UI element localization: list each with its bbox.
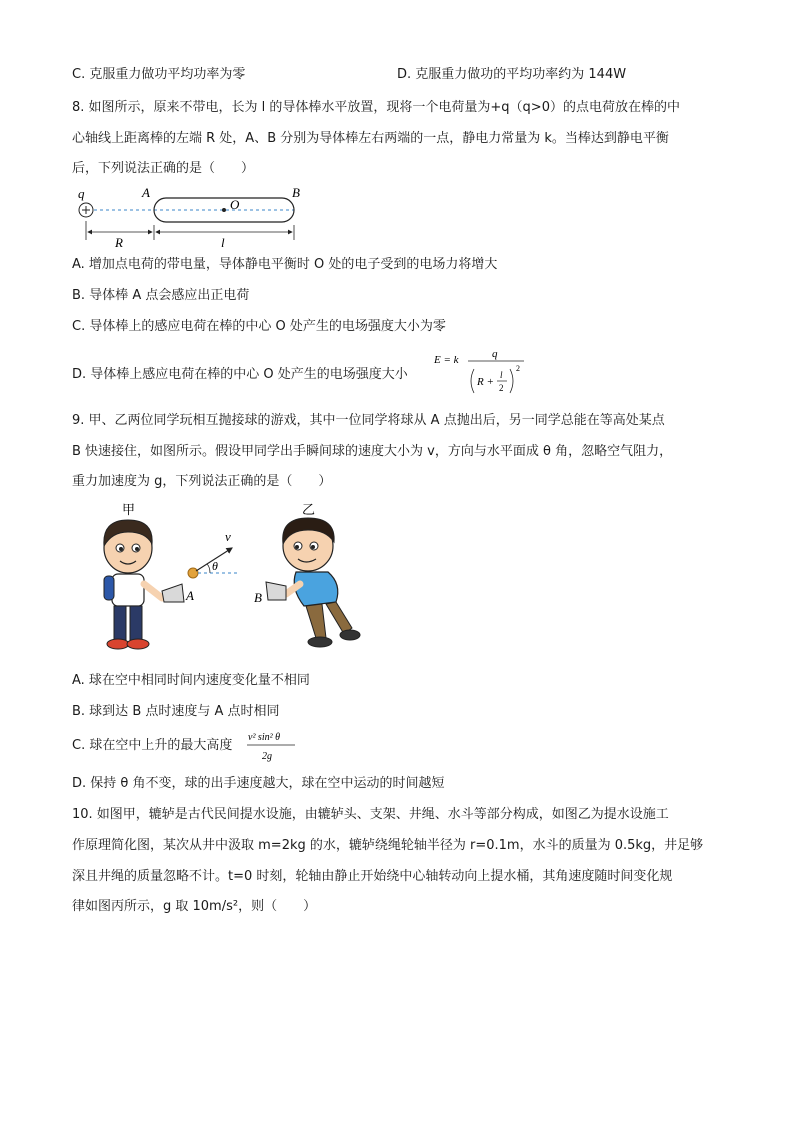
svg-text:v² sin² θ: v² sin² θ bbox=[248, 732, 281, 743]
q9-stem-line-1: 9. 甲、乙两位同学玩相互抛接球的游戏，其中一位同学将球从 A 点抛出后，另一同学总能在等高处某点 bbox=[72, 413, 665, 428]
label-a: A bbox=[186, 588, 194, 603]
q9-option-c: C. 球在空中上升的最大高度 bbox=[72, 738, 233, 753]
label-b: B bbox=[254, 590, 262, 605]
label-yi: 乙 bbox=[302, 502, 316, 517]
q10-stem-line-1: 10. 如图甲，辘轳是古代民间提水设施，由辘轳头、支架、井绳、水斗等部分构成，如图乙为提水设施工 bbox=[72, 807, 669, 822]
student-jia bbox=[104, 520, 184, 649]
q9-option-b: B. 球到达 B 点时速度与 A 点时相同 bbox=[72, 704, 280, 719]
q8-formula-d bbox=[432, 345, 532, 397]
svg-text:l: l bbox=[500, 370, 503, 380]
q8-option-b: B. 导体棒 A 点会感应出正电荷 bbox=[72, 288, 250, 303]
svg-text:2: 2 bbox=[499, 383, 504, 393]
q8-option-c: C. 导体棒上的感应电荷在棒的中心 O 处产生的电场强度大小为零 bbox=[72, 319, 446, 334]
svg-text:E = k: E = k bbox=[434, 354, 459, 366]
q9-option-d: D. 保持 θ 角不变，球的出手速度越大，球在空中运动的时间越短 bbox=[72, 776, 445, 791]
svg-text:R +: R + bbox=[477, 376, 494, 388]
q7-option-c: C. 克服重力做功平均功率为零 bbox=[72, 67, 246, 82]
q8-stem-line-2: 心轴线上距离棒的左端 R 处，A、B 分别为导体棒左右两端的一点，静电力常量为 k。当棒达到静电平衡 bbox=[72, 131, 669, 146]
svg-text:2g: 2g bbox=[262, 751, 272, 762]
q8-option-a: A. 增加点电荷的带电量，导体静电平衡时 O 处的电子受到的电场力将增大 bbox=[72, 257, 498, 272]
q8-label-r: R bbox=[115, 235, 123, 250]
q8-option-d: D. 导体棒上感应电荷在棒的中心 O 处产生的电场强度大小 bbox=[72, 367, 408, 382]
q8-stem-line-1: 8. 如图所示，原来不带电，长为 l 的导体棒水平放置，现将一个电荷量为+q（q>0）的点电荷放在棒的中 bbox=[72, 100, 680, 115]
student-yi bbox=[266, 518, 360, 647]
q9-formula-c bbox=[245, 727, 305, 767]
q8-label-b: B bbox=[292, 185, 300, 200]
q10-stem-line-4: 律如图丙所示，g 取 10m/s²，则（ ） bbox=[72, 899, 317, 914]
label-jia: 甲 bbox=[122, 502, 136, 517]
q9-stem-line-2: B 快速接住，如图所示。假设甲同学出手瞬间球的速度大小为 v，方向与水平面成 θ 角，忽略空气阻力， bbox=[72, 444, 673, 459]
q8-conductor-figure bbox=[72, 185, 312, 253]
q7-option-d: D. 克服重力做功的平均功率约为 144W bbox=[397, 67, 627, 82]
q10-stem-line-3: 深且井绳的质量忽略不计。t=0 时刻，轮轴由静止开始绕中心轴转动向上提水桶，其角速度随时间变化规 bbox=[72, 869, 673, 884]
svg-text:2: 2 bbox=[516, 364, 520, 373]
label-theta: θ bbox=[212, 559, 218, 573]
q8-label-a: A bbox=[142, 185, 150, 200]
svg-text:q: q bbox=[492, 348, 498, 360]
q8-label-q: q bbox=[78, 186, 85, 201]
q10-stem-line-2: 作原理简化图，某次从井中汲取 m=2kg 的水，辘轳绕绳轮轴半径为 r=0.1m，水斗的质量为 0.5kg，井足够 bbox=[72, 838, 704, 853]
q9-throwing-figure bbox=[90, 498, 370, 658]
q8-stem-line-3: 后，下列说法正确的是（ ） bbox=[72, 161, 255, 176]
ball bbox=[188, 568, 198, 578]
q8-label-l: l bbox=[221, 235, 225, 250]
q8-label-o: O bbox=[230, 197, 240, 212]
label-v: v bbox=[225, 529, 231, 544]
rod-center-dot bbox=[222, 208, 226, 212]
q9-option-a: A. 球在空中相同时间内速度变化量不相同 bbox=[72, 673, 310, 688]
q9-stem-line-3: 重力加速度为 g，下列说法正确的是（ ） bbox=[72, 474, 332, 489]
